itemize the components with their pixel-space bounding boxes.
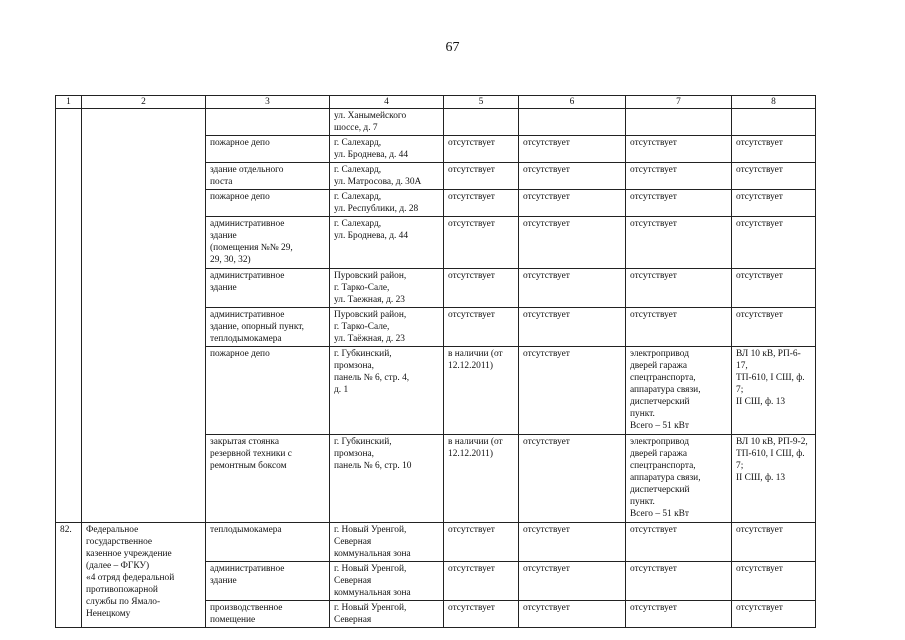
address-cell: г. Салехард, ул. Республики, д. 28 [330,190,444,217]
cell-col7: отсутствует [626,190,732,217]
cell-col8: отсутствует [732,562,816,601]
cell-col7: отсутствует [626,308,732,347]
address-cell: г. Новый Уренгой, Северная [330,601,444,628]
cell-col6: отсутствует [519,347,626,435]
column-header: 2 [82,96,206,109]
address-cell: г. Губкинский, промзона, панель № 6, стр. 4, д. 1 [330,347,444,435]
cell-col8: отсутствует [732,601,816,628]
address-cell: г. Салехард, ул. Матросова, д. 30А [330,163,444,190]
cell-col6: отсутствует [519,190,626,217]
cell-col5: отсутствует [444,217,519,269]
column-header: 8 [732,96,816,109]
cell-col6: отсутствует [519,217,626,269]
cell-col6: отсутствует [519,601,626,628]
page-number: 67 [445,40,460,55]
facility-cell: пожарное депо [206,347,330,435]
address-cell: г. Салехард, ул. Броднева, д. 44 [330,217,444,269]
cell-col5: в наличии (от 12.12.2011) [444,347,519,435]
address-cell: г. Салехард, ул. Броднева, д. 44 [330,136,444,163]
cell-col6: отсутствует [519,269,626,308]
cell-col5: отсутствует [444,163,519,190]
cell-col7: отсутствует [626,601,732,628]
cell-col7: отсутствует [626,562,732,601]
facility-cell [206,109,330,136]
column-header: 3 [206,96,330,109]
facility-cell: производственное помещение [206,601,330,628]
cell-col8: отсутствует [732,308,816,347]
address-cell: г. Губкинский, промзона, панель № 6, стр. 10 [330,435,444,523]
cell-col6: отсутствует [519,163,626,190]
address-cell: г. Новый Уренгой, Северная коммунальная зона [330,562,444,601]
facility-cell: пожарное депо [206,190,330,217]
cell-col7: электропривод дверей гаража спецтранспорта, аппаратура связи, диспетчерский пункт. Всего – 51 кВт [626,347,732,435]
column-header: 6 [519,96,626,109]
facility-cell: административное здание [206,562,330,601]
cell-col6: отсутствует [519,435,626,523]
address-cell: Пуровский район, г. Тарко-Сале, ул. Таежная, д. 23 [330,269,444,308]
cell-col5: отсутствует [444,190,519,217]
cell-col5: в наличии (от 12.12.2011) [444,435,519,523]
table-row [56,109,816,136]
cell-col7: отсутствует [626,136,732,163]
facility-cell: административное здание, опорный пункт, теплодымокамера [206,308,330,347]
cell-col8: отсутствует [732,190,816,217]
column-header: 1 [56,96,82,109]
cell-col8: отсутствует [732,136,816,163]
address-cell: г. Новый Уренгой, Северная коммунальная зона [330,523,444,562]
facility-cell: пожарное депо [206,136,330,163]
cell-col6: отсутствует [519,136,626,163]
facility-cell: теплодымокамера [206,523,330,562]
document-table [55,95,816,628]
facility-cell: здание отдельного поста [206,163,330,190]
cell-col8 [732,109,816,136]
cell-col7: отсутствует [626,217,732,269]
cell-col7: отсутствует [626,163,732,190]
table-row [56,523,816,562]
cell-col8: отсутствует [732,269,816,308]
row-number-cell [56,109,82,523]
column-header: 7 [626,96,732,109]
cell-col7: отсутствует [626,269,732,308]
column-header: 4 [330,96,444,109]
address-cell: ул. Ханымейского шоссе, д. 7 [330,109,444,136]
cell-col8: отсутствует [732,163,816,190]
address-cell: Пуровский район, г. Тарко-Сале, ул. Таёжная, д. 23 [330,308,444,347]
cell-col7 [626,109,732,136]
facility-cell: административное здание [206,269,330,308]
facility-cell: закрытая стоянка резервной техники с ремонтным боксом [206,435,330,523]
cell-col5: отсутствует [444,562,519,601]
facility-cell: административное здание (помещения №№ 29, 29, 30, 32) [206,217,330,269]
cell-col6: отсутствует [519,523,626,562]
row-number-cell: 82. [56,523,82,628]
column-header: 5 [444,96,519,109]
cell-col7: отсутствует [626,523,732,562]
organization-cell [82,109,206,523]
header-row [56,96,816,109]
cell-col5: отсутствует [444,601,519,628]
cell-col5 [444,109,519,136]
cell-col8: ВЛ 10 кВ, РП-6-17, ТП-610, I СШ, ф. 7; II СШ, ф. 13 [732,347,816,435]
cell-col5: отсутствует [444,308,519,347]
cell-col5: отсутствует [444,269,519,308]
cell-col8: отсутствует [732,523,816,562]
cell-col6: отсутствует [519,562,626,601]
organization-cell: Федеральное государственное казенное учреждение (далее – ФГКУ) «4 отряд федеральной противопожарной службы по Ямало- Ненецкому [82,523,206,628]
cell-col5: отсутствует [444,523,519,562]
cell-col8: отсутствует [732,217,816,269]
cell-col5: отсутствует [444,136,519,163]
cell-col7: электропривод дверей гаража спецтранспорта, аппаратура связи, диспетчерский пункт. Всего – 51 кВт [626,435,732,523]
cell-col6 [519,109,626,136]
document-table-container [55,95,815,628]
cell-col8: ВЛ 10 кВ, РП-9-2, ТП-610, I СШ, ф. 7; II СШ, ф. 13 [732,435,816,523]
cell-col6: отсутствует [519,308,626,347]
